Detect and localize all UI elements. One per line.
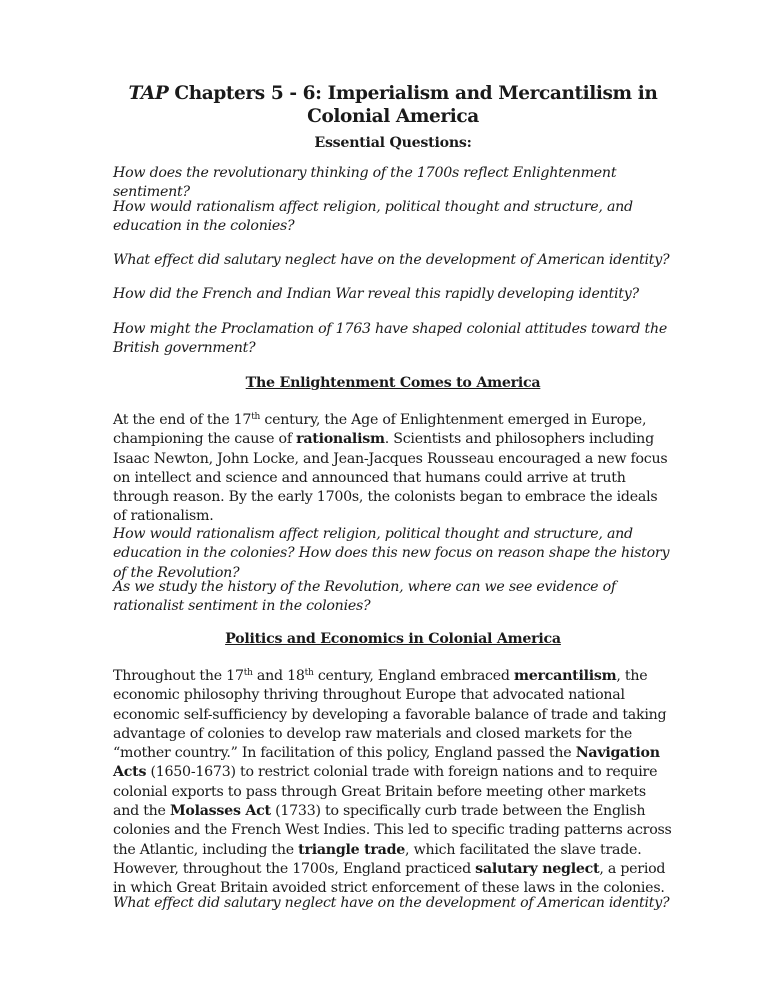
text-run: century, the Age of Enlightenment emerged in Europe, championing the cause of xyxy=(113,412,647,448)
question-salutary-neglect: What effect did salutary neglect have on the development of American identity? xyxy=(113,895,670,911)
term-mercantilism: mercantilism xyxy=(514,668,617,684)
superscript: th xyxy=(304,668,314,678)
title-rest: Chapters 5 - 6: Imperialism and Mercantilism in Colonial America xyxy=(168,83,658,127)
question-rationalism: How would rationalism affect religion, political thought and structure, and education in the colonies? How does this new focus on reason shape the history of the Revolution? xyxy=(113,526,670,581)
term-salutary-neglect: salutary neglect xyxy=(475,860,600,877)
paragraph-enlightenment xyxy=(113,411,673,527)
text-run: Throughout the 17 xyxy=(113,668,244,684)
term-triangle-trade: triangle trade xyxy=(298,841,406,858)
text-run: . Scientists and philosophers including Isaac Newton, John Locke, and Jean-Jacques Rousseau encouraged a new focus on intellect and science and announced that humans could arrive at truth through reason. By the early 1700s, the colonists began to embrace the ideals of rationalism. xyxy=(113,431,668,525)
essential-question: How would rationalism affect religion, political thought and structure, and education in the colonies? xyxy=(113,199,633,235)
paragraph-mercantilism xyxy=(113,667,673,899)
essential-question: What effect did salutary neglect have on the development of American identity? xyxy=(113,252,670,268)
text-run: (1733) to specifically curb trade between the English colonies and the French West Indies. This led to specific trading patterns across the Atlantic, including the xyxy=(113,803,672,858)
superscript: th xyxy=(243,668,253,678)
text-run: (1650-1673) to restrict colonial trade with foreign nations and to require colonial exports to pass through Great Britain before meeting other markets and the xyxy=(113,764,658,820)
section-heading-politics: Politics and Economics in Colonial America xyxy=(225,631,561,647)
document-title xyxy=(113,82,673,128)
title-italic: TAP xyxy=(128,83,169,104)
text-run: century, England embraced xyxy=(313,668,514,684)
question-evidence: As we study the history of the Revolution, where can we see evidence of rationalist sentiment in the colonies? xyxy=(113,579,616,615)
text-run: and 18 xyxy=(252,668,305,684)
essential-question: How does the revolutionary thinking of the 1700s reflect Enlightenment sentiment? xyxy=(113,165,617,201)
superscript: th xyxy=(251,412,261,422)
term-navigation-acts: Navigation Acts xyxy=(113,745,660,781)
essential-question: How did the French and Indian War reveal this rapidly developing identity? xyxy=(113,286,639,302)
text-run: , which facilitated the slave trade. However, throughout the 1700s, England practiced xyxy=(113,841,642,877)
text-run: , the economic philosophy thriving throughout Europe that advocated national economic self-sufficiency by developing a favorable balance of trade and taking advantage of colonies to develop raw materials and closed markets for the “mother country.” In facilitation of this policy, England passed the xyxy=(113,668,667,762)
text-run: , a period in which Great Britain avoided strict enforcement of these laws in the colonies. xyxy=(113,860,666,897)
term-molasses-act: Molasses Act xyxy=(169,803,271,820)
essential-questions-heading: Essential Questions: xyxy=(314,135,472,151)
essential-question: How might the Proclamation of 1763 have shaped colonial attitudes toward the British government? xyxy=(113,321,667,357)
text-run: At the end of the 17 xyxy=(113,412,252,428)
term-rationalism: rationalism xyxy=(296,431,385,448)
section-heading-enlightenment: The Enlightenment Comes to America xyxy=(245,375,541,391)
